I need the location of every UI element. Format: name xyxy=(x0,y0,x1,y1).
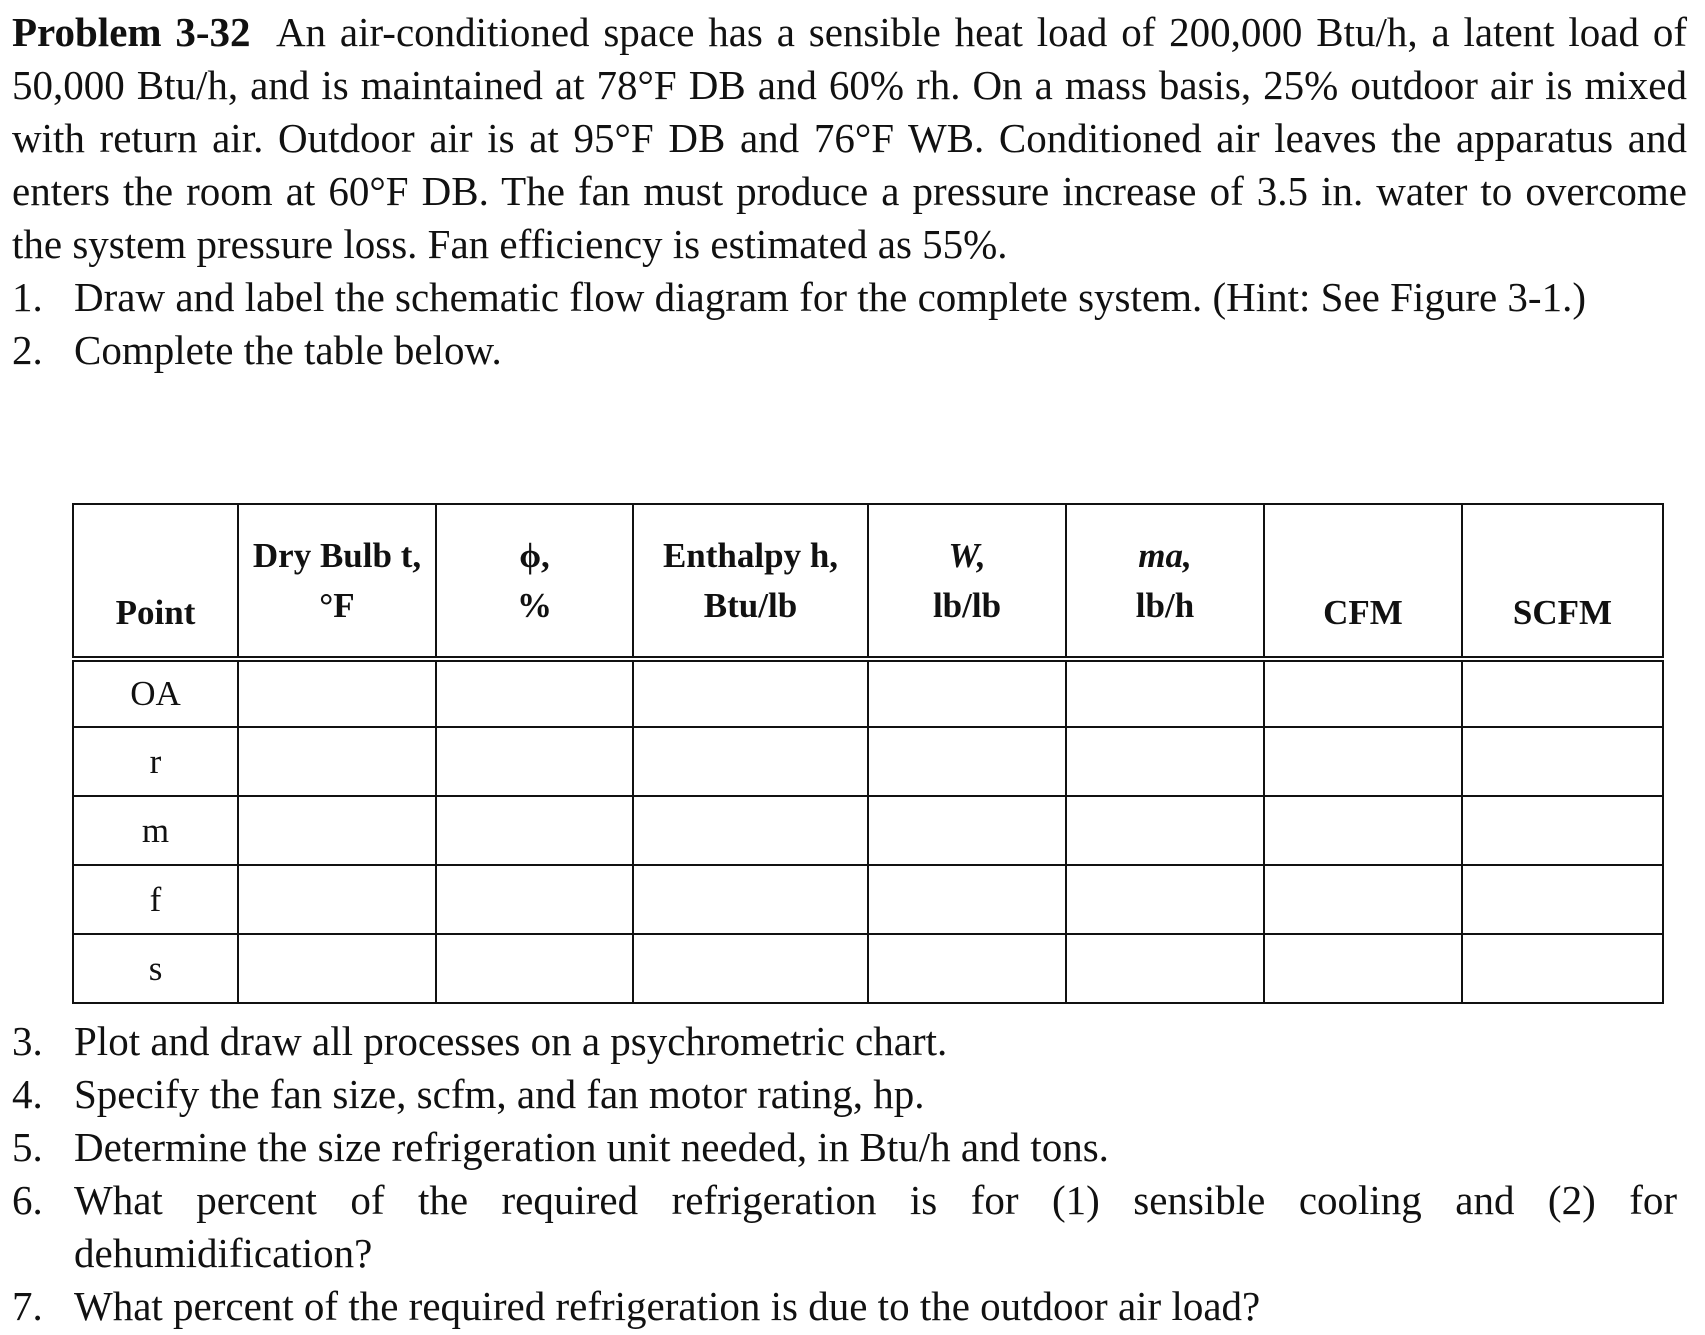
question-text: Draw and label the schematic flow diagram for the complete system. (Hint: See Figure 3-1.) xyxy=(74,274,1586,320)
table-row xyxy=(73,796,1663,865)
empty-cell[interactable] xyxy=(436,659,633,727)
empty-cell[interactable] xyxy=(1264,727,1462,796)
empty-cell[interactable] xyxy=(436,865,633,934)
problem-statement xyxy=(12,6,1687,271)
row-label-m: m xyxy=(73,796,238,865)
row-label-r: r xyxy=(73,727,238,796)
question-item: 4. Specify the fan size, scfm, and fan motor rating, hp. xyxy=(12,1071,925,1117)
table-row xyxy=(73,865,1663,934)
question-text: What percent of the required refrigeration is due to the outdoor air load? xyxy=(74,1283,1261,1329)
row-label-f: f xyxy=(73,865,238,934)
question-item: 5. Determine the size refrigeration unit needed, in Btu/h and tons. xyxy=(12,1124,1109,1170)
question-text: Plot and draw all processes on a psychrometric chart. xyxy=(74,1018,948,1064)
empty-cell[interactable] xyxy=(238,659,436,727)
empty-cell[interactable] xyxy=(1462,796,1663,865)
empty-cell[interactable] xyxy=(1066,934,1264,1003)
row-label-s: s xyxy=(73,934,238,1003)
empty-cell[interactable] xyxy=(1462,727,1663,796)
question-item: 2. Complete the table below. xyxy=(12,327,502,373)
question-item: 7. What percent of the required refrigeration is due to the outdoor air load? xyxy=(12,1283,1261,1329)
header-relative-humidity: ϕ, % xyxy=(436,504,633,659)
empty-cell[interactable] xyxy=(436,796,633,865)
question-text: What percent of the required refrigeration is for (1) sensible cooling and (2) for dehumidification? xyxy=(74,1177,1677,1276)
question-text: Determine the size refrigeration unit needed, in Btu/h and tons. xyxy=(74,1124,1109,1170)
empty-cell[interactable] xyxy=(633,796,868,865)
question-text: Specify the fan size, scfm, and fan motor rating, hp. xyxy=(74,1071,925,1117)
header-mass-flow: ma, lb/h xyxy=(1066,504,1264,659)
question-item: 3. Plot and draw all processes on a psychrometric chart. xyxy=(12,1018,948,1064)
empty-cell[interactable] xyxy=(1066,796,1264,865)
header-scfm: SCFM xyxy=(1462,504,1663,659)
table-row xyxy=(73,934,1663,1003)
header-dry-bulb: Dry Bulb t, °F xyxy=(238,504,436,659)
question-list-top xyxy=(12,271,1677,377)
empty-cell[interactable] xyxy=(1066,865,1264,934)
empty-cell[interactable] xyxy=(238,727,436,796)
header-humidity-ratio: W, lb/lb xyxy=(868,504,1066,659)
empty-cell[interactable] xyxy=(436,727,633,796)
empty-cell[interactable] xyxy=(633,659,868,727)
problem-label: Problem 3-32 xyxy=(12,9,251,55)
problem-text: An air-conditioned space has a sensible heat load of 200,000 Btu/h, a latent load of 50,000 Btu/h, and is maintained at 78°F DB and 60% rh. On a mass basis, 25% outdoor air is mixed with return air. Outdoor air is at 95°F DB and 76°F WB. Conditioned air leaves the apparatus and enters the room at 60°F DB. The fan must produce a pressure increase of 3.5 in. water to overcome the system pressure loss. Fan efficiency is estimated as 55%. xyxy=(12,9,1687,267)
question-text: Complete the table below. xyxy=(74,327,502,373)
problem-page xyxy=(12,6,1695,377)
empty-cell[interactable] xyxy=(868,865,1066,934)
question-list-bottom xyxy=(12,1015,1677,1333)
empty-cell[interactable] xyxy=(1264,934,1462,1003)
empty-cell[interactable] xyxy=(238,865,436,934)
empty-cell[interactable] xyxy=(1264,865,1462,934)
lower-questions xyxy=(12,1015,1695,1333)
empty-cell[interactable] xyxy=(1066,727,1264,796)
empty-cell[interactable] xyxy=(868,727,1066,796)
row-label-oa: OA xyxy=(73,659,238,727)
empty-cell[interactable] xyxy=(1462,659,1663,727)
empty-cell[interactable] xyxy=(633,865,868,934)
table-row xyxy=(73,727,1663,796)
state-point-table xyxy=(72,503,1664,1004)
empty-cell[interactable] xyxy=(633,727,868,796)
empty-cell[interactable] xyxy=(868,659,1066,727)
empty-cell[interactable] xyxy=(1462,934,1663,1003)
empty-cell[interactable] xyxy=(238,934,436,1003)
header-point: Point xyxy=(73,504,238,659)
empty-cell[interactable] xyxy=(633,934,868,1003)
empty-cell[interactable] xyxy=(868,796,1066,865)
empty-cell[interactable] xyxy=(238,796,436,865)
question-item: 1. Draw and label the schematic flow diagram for the complete system. (Hint: See Figure 3-1.) xyxy=(12,274,1586,320)
empty-cell[interactable] xyxy=(1264,659,1462,727)
question-item: 6. What percent of the required refrigeration is for (1) sensible cooling and (2) for dehumidification? xyxy=(12,1177,1677,1276)
empty-cell[interactable] xyxy=(436,934,633,1003)
empty-cell[interactable] xyxy=(1066,659,1264,727)
table-row xyxy=(73,659,1663,727)
empty-cell[interactable] xyxy=(1462,865,1663,934)
state-point-table-wrapper xyxy=(72,503,1662,1004)
header-cfm: CFM xyxy=(1264,504,1462,659)
empty-cell[interactable] xyxy=(868,934,1066,1003)
empty-cell[interactable] xyxy=(1264,796,1462,865)
table-header-row xyxy=(73,504,1663,659)
header-enthalpy: Enthalpy h, Btu/lb xyxy=(633,504,868,659)
